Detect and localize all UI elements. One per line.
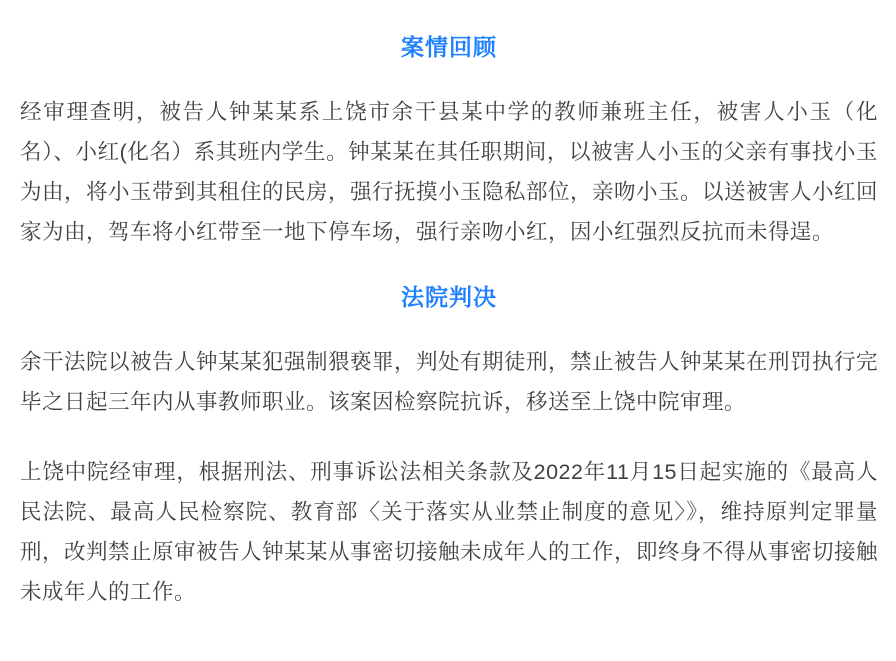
section-heading-case-review: 案情回顾 [401, 34, 497, 60]
paragraph-appeal-verdict: 上饶中院经审理，根据刑法、刑事诉讼法相关条款及2022年11月15日起实施的《最高人民法院、最高人民检察院、教育部〈关于落实从业禁止制度的意见〉》，维持原判定罪量刑，改判禁止原审被告人钟某某从事密切接触未成年人的工作，即终身不得从事密切接触未成年人的工作。 [20, 460, 879, 604]
paragraph-first-instance-verdict: 余干法院以被告人钟某某犯强制猥亵罪，判处有期徒刑，禁止被告人钟某某在刑罚执行完毕之日起三年内从事教师职业。该案因检察院抗诉，移送至上饶中院审理。 [20, 350, 879, 414]
paragraph-case-facts: 经审理查明，被告人钟某某系上饶市余干县某中学的教师兼班主任，被害人小玉（化名）、小红(化名）系其班内学生。钟某某在其任职期间，以被害人小玉的父亲有事找小玉为由，将小玉带到其租住的民房，强行抚摸小玉隐私部位，亲吻小玉。以送被害人小红回家为由，驾车将小红带至一地下停车场，强行亲吻小红，因小红强烈反抗而未得逞。 [20, 100, 879, 244]
section-case-review [20, 32, 878, 252]
section-court-judgment [20, 282, 878, 612]
section-heading-court-judgment: 法院判决 [401, 284, 497, 310]
